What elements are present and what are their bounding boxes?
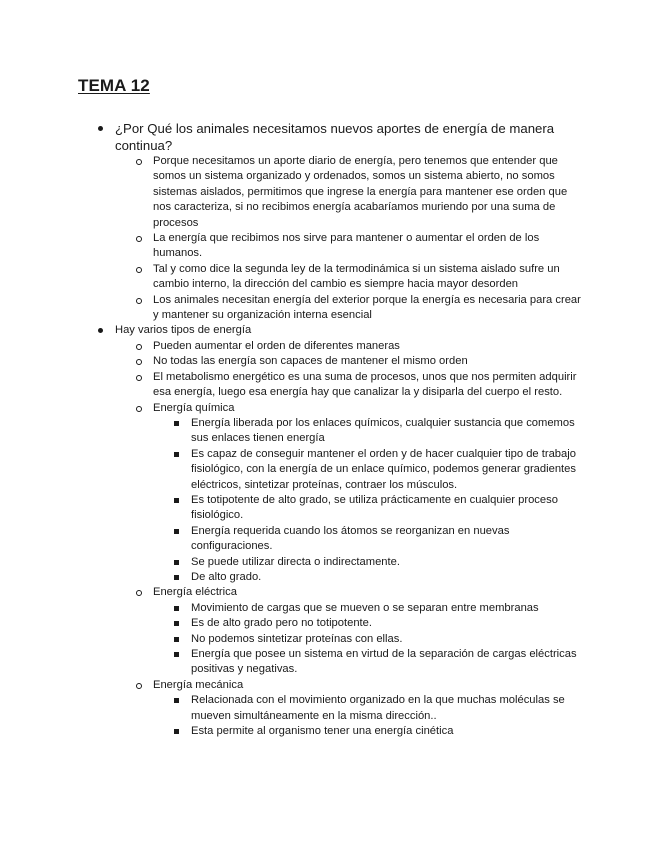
outline-list (96, 120, 586, 739)
list-item (134, 231, 586, 262)
list-item (172, 616, 586, 631)
sub-list (134, 154, 586, 323)
bullet-square-icon (174, 698, 179, 703)
list-item-text: Se puede utilizar directa o indirectamente. (191, 555, 400, 568)
bullet-circle-icon (136, 267, 142, 273)
bullet-disc-icon (98, 328, 103, 333)
bullet-circle-icon (136, 375, 142, 381)
list-item (172, 555, 586, 570)
list-item (172, 724, 586, 739)
bullet-circle-icon (136, 683, 142, 689)
bullet-circle-icon (136, 298, 142, 304)
list-item (172, 493, 586, 524)
list-item (96, 120, 586, 323)
list-item-text: Energía mecánica (153, 678, 244, 691)
page-title: TEMA 12 (78, 76, 150, 95)
list-item-text: Los animales necesitan energía del exterior porque la energía es necesaria para crear y mantener su organización interna esencial (153, 293, 581, 322)
bullet-square-icon (174, 421, 179, 426)
sub-list (134, 339, 586, 740)
bullet-square-icon (174, 652, 179, 657)
bullet-circle-icon (136, 236, 142, 242)
list-item-text: Porque necesitamos un aporte diario de energía, pero tenemos que entender que somos un sistema organizado y ordenados, somos un sistema abierto, no somos sistemas aislados, permitimos que ingrese la energía para mantener ese orden que nos caracteriza, si no recibimos energía acabaríamos muriendo por una suma de procesos (153, 155, 568, 229)
bullet-square-icon (174, 529, 179, 534)
list-item-text: Energía química (153, 401, 235, 414)
list-item-text: Movimiento de cargas que se mueven o se separan entre membranas (191, 601, 539, 614)
list-item (172, 570, 586, 585)
bullet-circle-icon (136, 159, 142, 165)
list-item-text: Tal y como dice la segunda ley de la termodinámica si un sistema aislado sufre un cambio interno, la dirección del cambio es siempre hacia mayor desorden (153, 262, 560, 291)
list-item-text: La energía que recibimos nos sirve para mantener o aumentar el orden de los humanos. (153, 232, 540, 260)
list-item-text: ¿Por Qué los animales necesitamos nuevos aportes de energía de manera continua? (115, 121, 555, 153)
bullet-square-icon (174, 621, 179, 626)
list-item (172, 632, 586, 647)
list-item-text: No podemos sintetizar proteínas con ellas. (191, 632, 403, 645)
bullet-square-icon (174, 637, 179, 642)
bullet-square-icon (174, 606, 179, 611)
bullet-square-icon (174, 729, 179, 734)
list-item-text: Energía eléctrica (153, 586, 237, 599)
list-item-text: Es capaz de conseguir mantener el orden y de hacer cualquier tipo de trabajo fisiológico, con la energía de un enlace químico, podemos generar gradientes eléctricos, sintetizar proteínas, contraer los músculos. (191, 447, 576, 491)
list-item-text: El metabolismo energético es una suma de procesos, unos que nos permiten adquirir esa energía, luego esa energía hay que canalizar la y disiparla del cuerpo el resto. (153, 370, 577, 399)
list-item-text: Pueden aumentar el orden de diferentes maneras (153, 339, 400, 352)
list-item (134, 262, 586, 293)
list-item-text: Es de alto grado pero no totipotente. (191, 617, 372, 630)
bullet-disc-icon (98, 126, 103, 131)
bullet-circle-icon (136, 359, 142, 365)
list-item-energia-mecanica (134, 678, 586, 740)
list-item-text: Hay varios tipos de energía (115, 324, 252, 337)
list-item-text: Energía requerida cuando los átomos se reorganizan en nuevas configuraciones. (191, 524, 510, 553)
bullet-circle-icon (136, 344, 142, 350)
bullet-circle-icon (136, 406, 142, 412)
list-item-text: Energía que posee un sistema en virtud de la separación de cargas eléctricas positivas y negativas. (191, 648, 577, 676)
list-item (172, 647, 586, 678)
list-item (172, 693, 586, 724)
list-item-energia-electrica (134, 585, 586, 677)
bullet-square-icon (174, 560, 179, 565)
bullet-square-icon (174, 452, 179, 457)
list-item-text: Relacionada con el movimiento organizado en la que muchas moléculas se mueven simultáneamente en la misma dirección.. (191, 694, 565, 722)
list-item (172, 416, 586, 447)
list-item (134, 293, 586, 324)
list-item-text: No todas las energía son capaces de mantener el mismo orden (153, 355, 468, 368)
list-item (172, 601, 586, 616)
list-item (134, 354, 586, 369)
list-item (172, 447, 586, 493)
list-item (134, 370, 586, 401)
bullet-square-icon (174, 575, 179, 580)
list-item (134, 339, 586, 354)
list-item-text: Es totipotente de alto grado, se utiliza prácticamente en cualquier proceso fisiológico. (191, 493, 558, 522)
list-item (172, 524, 586, 555)
list-item (96, 323, 586, 739)
bullet-square-icon (174, 498, 179, 503)
list-item-text: Energía liberada por los enlaces químicos, cualquier sustancia que comemos sus enlaces tienen energía (191, 416, 575, 445)
list-item-energia-quimica (134, 401, 586, 586)
sub-sub-list (172, 601, 586, 678)
sub-sub-list (172, 416, 586, 585)
list-item-text: Esta permite al organismo tener una energía cinética (191, 725, 454, 738)
list-item-text: De alto grado. (191, 570, 262, 583)
bullet-circle-icon (136, 590, 142, 596)
list-item (134, 154, 586, 231)
sub-sub-list (172, 693, 586, 739)
